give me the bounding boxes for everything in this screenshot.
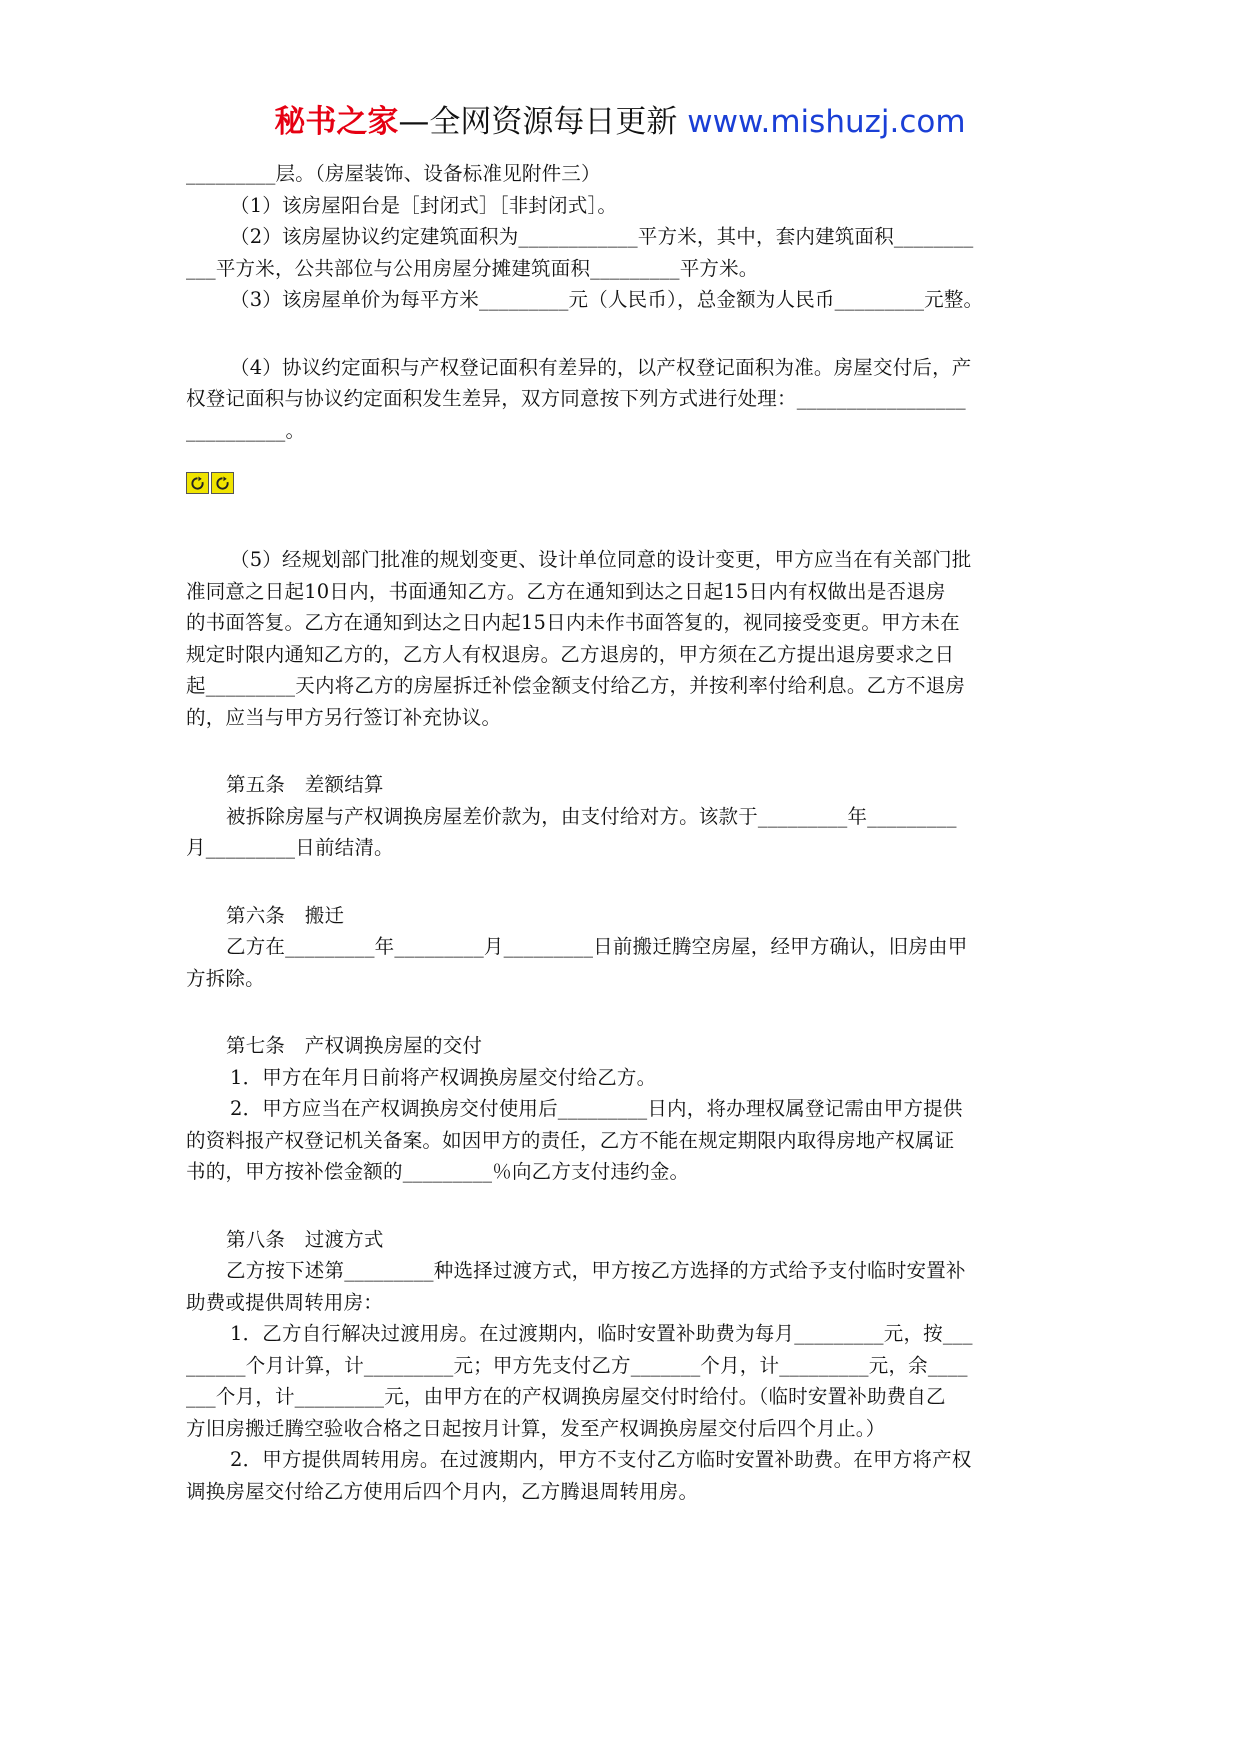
- paragraph-line: 2．甲方提供周转用房。在过渡期内，甲方不支付乙方临时安置补助费。在甲方将产权: [230, 1448, 972, 1471]
- paragraph-line: 准同意之日起10日内，书面通知乙方。乙方在通知到达之日起15日内有权做出是否退房: [186, 579, 946, 603]
- paragraph-line: 的资料报产权登记机关备案。如因甲方的责任，乙方不能在规定期限内取得房地产权属证: [186, 1128, 955, 1152]
- refresh-icon[interactable]: [211, 472, 234, 494]
- paragraph-line: 2．甲方应当在产权调换房交付使用后_________日内，将办理权属登记需由甲方提供: [230, 1097, 963, 1120]
- paragraph-line: _________层。（房屋装饰、设备标准见附件三）: [186, 162, 601, 185]
- paragraph-line: 书的，甲方按补偿金额的_________％向乙方支付违约金。: [186, 1160, 690, 1183]
- paragraph-line: 权登记面积与协议约定面积发生差异，双方同意按下列方式进行处理：_________________: [186, 387, 966, 410]
- section-heading: 第六条 搬迁: [226, 903, 345, 927]
- paragraph-line: （5）经规划部门批准的规划变更、设计单位同意的设计变更，甲方应当在有关部门批: [230, 548, 972, 571]
- site-url-link[interactable]: www.mishuzj.com: [687, 104, 966, 140]
- paragraph-line: 的书面答复。乙方在通知到达之日内起15日内未作书面答复的，视同接受变更。甲方未在: [186, 611, 960, 634]
- paragraph-line: ___个月，计_________元，由甲方在的产权调换房屋交付时给付。（临时安置补助费自乙: [186, 1385, 946, 1408]
- paragraph-line: 月_________日前结清。: [186, 836, 394, 859]
- paragraph-line: 调换房屋交付给乙方使用后四个月内，乙方腾退周转用房。: [186, 1479, 699, 1503]
- header-slogan: —全网资源每日更新: [398, 104, 678, 140]
- paragraph-line: 方拆除。: [186, 966, 265, 990]
- paragraph-line: （1）该房屋阳台是［封闭式］［非封闭式］。: [230, 193, 618, 217]
- brand-name: 秘书之家: [274, 104, 399, 140]
- paragraph-line: __________。: [186, 418, 306, 442]
- icon-strip: [186, 472, 1054, 498]
- refresh-icon[interactable]: [186, 472, 209, 494]
- paragraph-line: 助费或提供周转用房：: [186, 1290, 384, 1314]
- section-heading: 第七条 产权调换房屋的交付: [226, 1034, 483, 1057]
- paragraph-line: 规定时限内通知乙方的，乙方人有权退房。乙方退房的，甲方须在乙方提出退房要求之日: [186, 642, 955, 666]
- document-body: [186, 158, 1054, 1507]
- paragraph-line: ______个月计算，计_________元；甲方先支付乙方_______个月，计_________元，余____: [186, 1353, 968, 1377]
- section-heading: 第五条 差额结算: [226, 773, 384, 796]
- paragraph-line: 的，应当与甲方另行签订补充协议。: [186, 705, 502, 729]
- paragraph-line: （4）协议约定面积与产权登记面积有差异的，以产权登记面积为准。房屋交付后，产: [230, 355, 972, 379]
- paragraph-line: 1．甲方在年月日前将产权调换房屋交付给乙方。: [230, 1065, 657, 1089]
- paragraph-line: 被拆除房屋与产权调换房屋差价款为，由支付给对方。该款于_________年_________: [226, 804, 957, 828]
- section-heading: 第八条 过渡方式: [226, 1227, 384, 1251]
- paragraph-line: 方旧房搬迁腾空验收合格之日起按月计算，发至产权调换房屋交付后四个月止。）: [186, 1416, 886, 1440]
- paragraph-line: 1．乙方自行解决过渡用房。在过渡期内，临时安置补助费为每月_________元，按___: [230, 1322, 973, 1345]
- paragraph-line: 乙方按下述第_________种选择过渡方式，甲方按乙方选择的方式给予支付临时安置补: [226, 1259, 966, 1282]
- paragraph-line: 起_________天内将乙方的房屋拆迁补偿金额支付给乙方，并按利率付给利息。乙方不退房: [186, 674, 966, 697]
- paragraph-line: ___平方米，公共部位与公用房屋分摊建筑面积_________平方米。: [186, 256, 759, 280]
- paragraph-line: （3）该房屋单价为每平方米_________元（人民币），总金额为人民币_________元整。: [230, 288, 984, 311]
- site-header: [0, 102, 1240, 142]
- paragraph-line: （2）该房屋协议约定建筑面积为____________平方米，其中，套内建筑面积________: [230, 225, 974, 248]
- paragraph-line: 乙方在_________年_________月_________日前搬迁腾空房屋，经甲方确认，旧房由甲: [226, 935, 968, 958]
